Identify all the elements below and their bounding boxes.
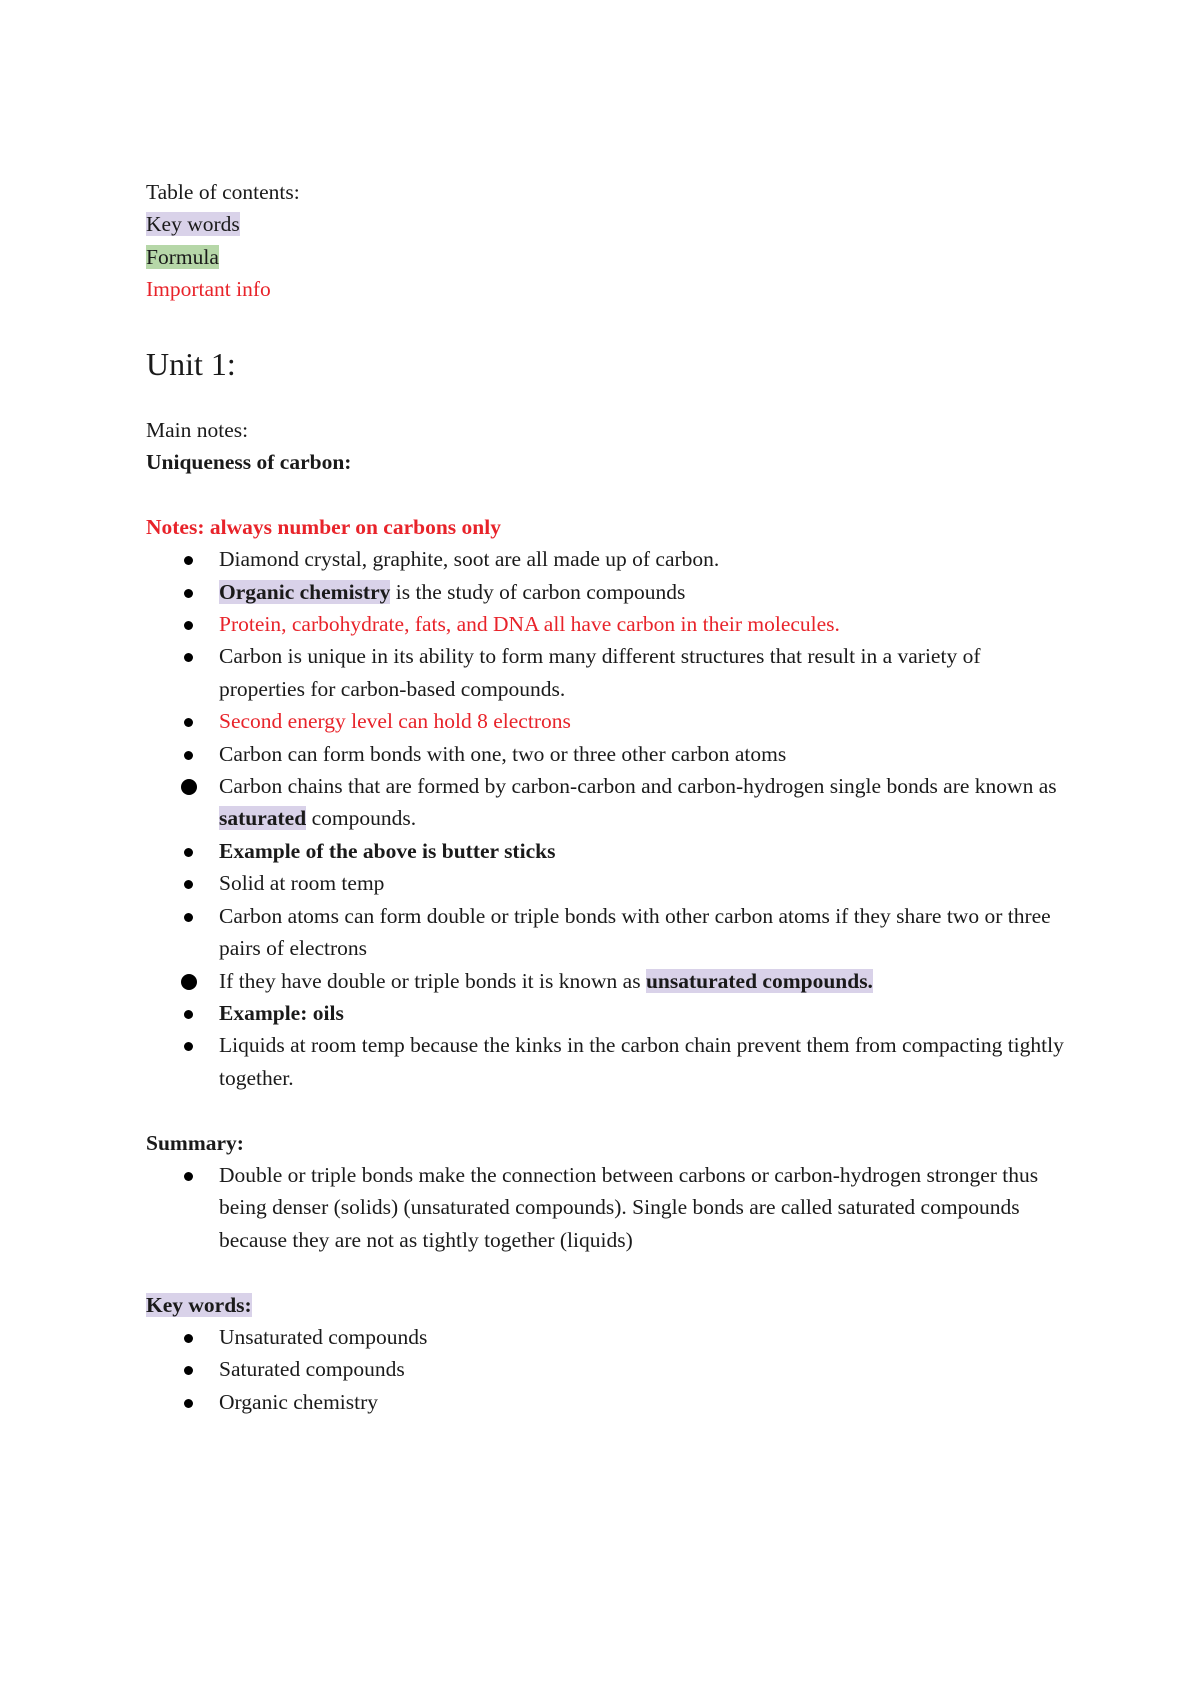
- list-item-text: [219, 576, 1066, 608]
- list-item-text: [219, 770, 1066, 835]
- bullet-icon: [184, 913, 193, 922]
- list-item: [146, 1386, 1066, 1418]
- list-item-text: Organic chemistry: [219, 1389, 379, 1414]
- list-item-text: [219, 965, 1066, 997]
- list-item: [146, 640, 1066, 705]
- list-item: [146, 608, 1066, 640]
- key-words-list: [146, 1321, 1066, 1418]
- bullet-icon: [184, 880, 193, 889]
- notes-list: [146, 543, 1066, 1094]
- bullet-icon: [184, 1334, 193, 1343]
- list-item-text: Carbon is unique in its ability to form many different structures that result in a variety of properties for carbon-based compounds.: [219, 644, 981, 701]
- toc-formula-label: Formula: [146, 244, 219, 269]
- bullet-icon: [184, 556, 193, 565]
- bullet-icon: [184, 1172, 193, 1181]
- list-item-rest: is the study of carbon compounds: [390, 579, 686, 604]
- key-words-heading-label: Key words:: [146, 1292, 252, 1317]
- spacer: [146, 1094, 1066, 1126]
- notes-heading: Notes: always number on carbons only: [146, 514, 501, 539]
- spacer: [146, 478, 1066, 510]
- spacer: [146, 1256, 1066, 1288]
- toc-item-important-info: Important info: [146, 277, 271, 302]
- highlight-keyword: Organic chemistry: [219, 579, 391, 604]
- bullet-icon: [181, 779, 197, 795]
- bullet-icon: [184, 621, 193, 630]
- list-item-text: Carbon can form bonds with one, two or three other carbon atoms: [219, 741, 787, 766]
- list-item-text: Carbon atoms can form double or triple bonds with other carbon atoms if they share two or three pairs of electrons: [219, 903, 1051, 961]
- bullet-icon: [184, 1399, 193, 1408]
- list-item: [146, 543, 1066, 575]
- list-item-text: Diamond crystal, graphite, soot are all made up of carbon.: [219, 547, 720, 572]
- list-item: [146, 1029, 1066, 1094]
- list-item-text: Unsaturated compounds: [219, 1324, 428, 1349]
- list-item-text: Liquids at room temp because the kinks in the carbon chain prevent them from compacting tightly together.: [219, 1033, 1064, 1090]
- document-page: [146, 176, 1066, 1418]
- bullet-icon: [184, 718, 193, 727]
- list-item: [146, 997, 1066, 1029]
- list-item-pre: If they have double or triple bonds it is known as: [219, 968, 646, 993]
- main-notes-label: Main notes:: [146, 417, 249, 442]
- list-item-text: Saturated compounds: [219, 1357, 405, 1382]
- bullet-icon: [184, 751, 193, 760]
- list-item-text: Second energy level can hold 8 electrons: [219, 709, 571, 734]
- list-item-text: Example: oils: [219, 1000, 344, 1025]
- toc-item-key-words: [146, 208, 1066, 240]
- list-item-pre: Carbon chains that are formed by carbon-carbon and carbon-hydrogen single bonds are known as: [219, 774, 1057, 799]
- list-item-text: Example of the above is butter sticks: [219, 838, 556, 863]
- bullet-icon: [181, 974, 197, 990]
- list-item: [146, 867, 1066, 899]
- bullet-icon: [184, 589, 193, 598]
- list-item: [146, 900, 1066, 965]
- list-item-text: Protein, carbohydrate, fats, and DNA all have carbon in their molecules.: [219, 612, 840, 637]
- bullet-icon: [184, 848, 193, 857]
- list-item: [146, 576, 1066, 608]
- bullet-icon: [184, 1042, 193, 1051]
- list-item: [146, 835, 1066, 867]
- highlight-keyword: unsaturated compounds.: [645, 968, 873, 993]
- list-item: [146, 1159, 1066, 1256]
- list-item: [146, 705, 1066, 737]
- list-item-rest: compounds.: [306, 806, 417, 831]
- list-item-text: Solid at room temp: [219, 871, 385, 896]
- list-item: [146, 1353, 1066, 1385]
- list-item: [146, 965, 1066, 997]
- list-item: [146, 738, 1066, 770]
- bullet-icon: [184, 1010, 193, 1019]
- unit-title: Unit 1:: [146, 345, 236, 382]
- list-item: [146, 1321, 1066, 1353]
- bullet-icon: [184, 1366, 193, 1375]
- toc-item-formula: [146, 241, 1066, 273]
- list-item-text: Double or triple bonds make the connection between carbons or carbon-hydrogen stronger thus being denser (solids) (unsaturated compounds). Single bonds are called saturated compounds because they are not as tightly together (liquids): [219, 1162, 1039, 1252]
- key-words-heading: [146, 1289, 1066, 1321]
- toc-key-words-label: Key words: [146, 212, 240, 237]
- toc-title: Table of contents:: [146, 180, 300, 204]
- list-item: [146, 770, 1066, 835]
- summary-list: [146, 1159, 1066, 1256]
- section-heading: Uniqueness of carbon:: [146, 450, 352, 475]
- highlight-keyword: saturated: [219, 806, 307, 831]
- bullet-icon: [184, 653, 193, 662]
- summary-heading: Summary:: [146, 1130, 244, 1155]
